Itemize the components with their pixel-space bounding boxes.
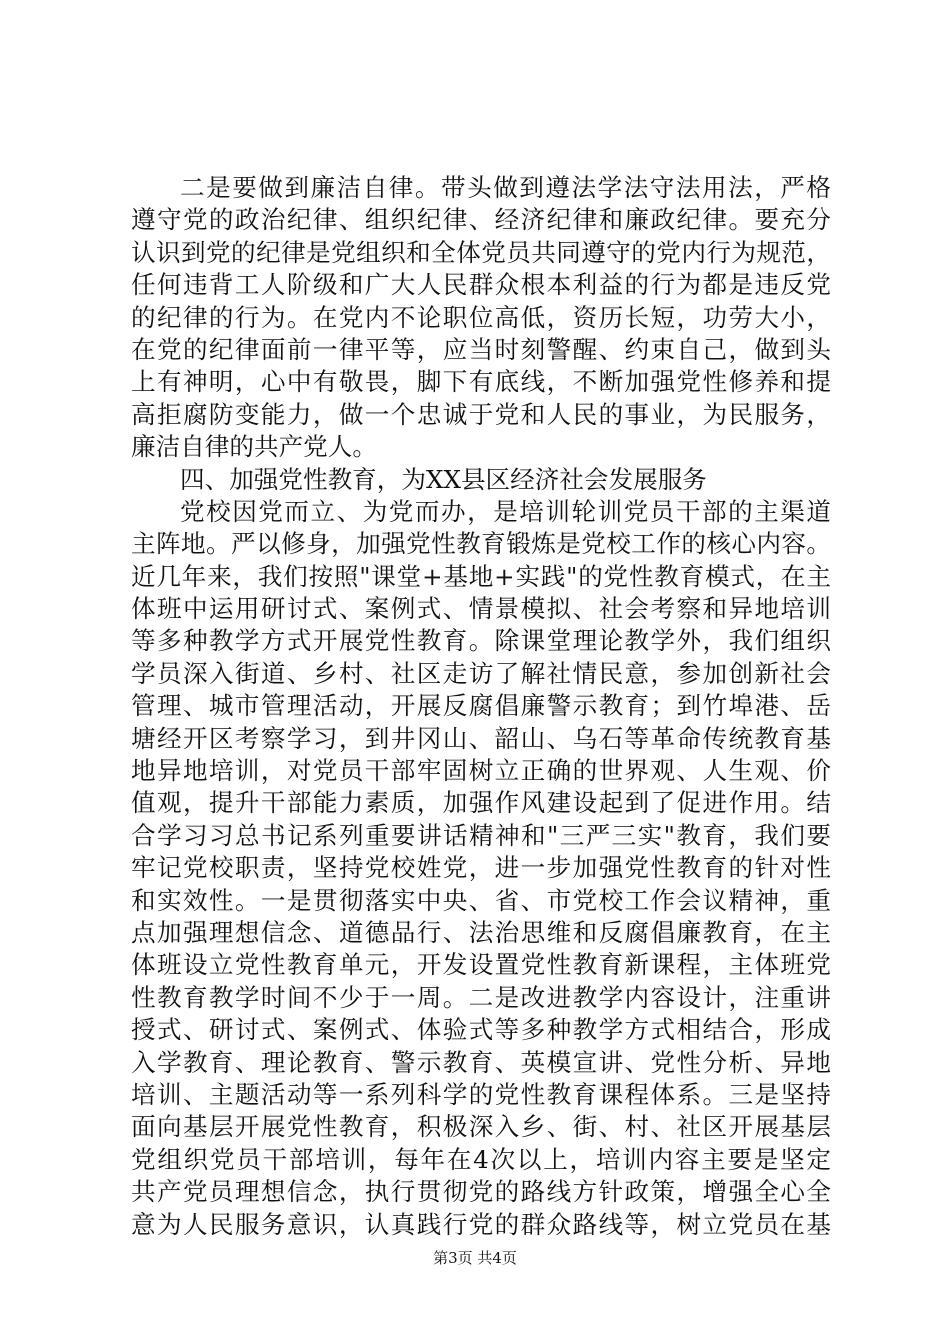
text-line: 授式、研讨式、案例式、体验式等多种教学方式相结合，形成 bbox=[131, 1015, 831, 1045]
text-line: 面向基层开展党性教育，积极深入乡、街、村、社区开展基层 bbox=[131, 1112, 831, 1142]
text-line: 牢记党校职责，坚持党校姓党，进一步加强党性教育的针对性 bbox=[131, 853, 831, 883]
page-number-footer: 第3页 共4页 bbox=[433, 1249, 517, 1267]
text-line: 点加强理想信念、道德品行、法治思维和反腐倡廉教育，在主 bbox=[131, 917, 831, 947]
text-line: 的纪律的行为。在党内不论职位高低，资历长短，功劳大小， bbox=[131, 302, 831, 332]
text-line: 廉洁自律的共产党人。 bbox=[131, 432, 377, 462]
text-line: 近几年来，我们按照"课堂+基地+实践"的党性教育模式，在主 bbox=[131, 561, 831, 591]
text-line: 等多种教学方式开展党性教育。除课堂理论教学外，我们组织 bbox=[131, 626, 831, 656]
text-line: 和实效性。一是贯彻落实中央、省、市党校工作会议精神，重 bbox=[131, 885, 831, 915]
text-line: 共产党员理想信念，执行贯彻党的路线方针政策，增强全心全 bbox=[131, 1177, 831, 1207]
section-heading: 四、加强党性教育，为XX县区经济社会发展服务 bbox=[180, 464, 707, 494]
text-line: 二是要做到廉洁自律。带头做到遵法学法守法用法，严格 bbox=[180, 173, 831, 202]
text-line: 任何违背工人阶级和广大人民群众根本利益的行为都是违反党 bbox=[131, 270, 831, 300]
text-line: 党组织党员干部培训，每年在4次以上，培训内容主要是坚定 bbox=[131, 1144, 831, 1174]
text-line: 意为人民服务意识，认真践行党的群众路线等，树立党员在基 bbox=[131, 1209, 831, 1239]
text-line: 高拒腐防变能力，做一个忠诚于党和人民的事业，为民服务， bbox=[131, 399, 831, 429]
text-line: 学员深入街道、乡村、社区走访了解社情民意，参加创新社会 bbox=[131, 658, 831, 688]
text-line: 在党的纪律面前一律平等，应当时刻警醒、约束自己，做到头 bbox=[131, 334, 831, 364]
document-body bbox=[131, 172, 831, 1241]
text-line: 党校因党而立、为党而办，是培训轮训党员干部的主渠道 bbox=[180, 496, 831, 526]
text-line: 体班中运用研讨式、案例式、情景模拟、社会考察和异地培训 bbox=[131, 594, 831, 624]
text-line: 主阵地。严以修身，加强党性教育锻炼是党校工作的核心内容。 bbox=[131, 529, 831, 559]
text-line: 塘经开区考察学习，到井冈山、韶山、乌石等革命传统教育基 bbox=[131, 723, 831, 753]
text-line: 管理、城市管理活动，开展反腐倡廉警示教育；到竹埠港、岳 bbox=[131, 691, 831, 721]
text-line: 入学教育、理论教育、警示教育、英模宣讲、党性分析、异地 bbox=[131, 1047, 831, 1077]
text-line: 值观，提升干部能力素质，加强作风建设起到了促进作用。结 bbox=[131, 788, 831, 818]
text-line: 性教育教学时间不少于一周。二是改进教学内容设计，注重讲 bbox=[131, 982, 831, 1012]
text-line: 遵守党的政治纪律、组织纪律、经济纪律和廉政纪律。要充分 bbox=[131, 205, 831, 235]
text-line: 地异地培训，对党员干部牢固树立正确的世界观、人生观、价 bbox=[131, 756, 831, 786]
text-line: 体班设立党性教育单元，开发设置党性教育新课程，主体班党 bbox=[131, 950, 831, 980]
text-line: 合学习习总书记系列重要讲话精神和"三严三实"教育，我们要 bbox=[131, 820, 831, 850]
text-line: 培训、主题活动等一系列科学的党性教育课程体系。三是坚持 bbox=[131, 1079, 831, 1109]
text-line: 上有神明，心中有敬畏，脚下有底线，不断加强党性修养和提 bbox=[131, 367, 831, 397]
text-line: 认识到党的纪律是党组织和全体党员共同遵守的党内行为规范， bbox=[131, 237, 831, 267]
